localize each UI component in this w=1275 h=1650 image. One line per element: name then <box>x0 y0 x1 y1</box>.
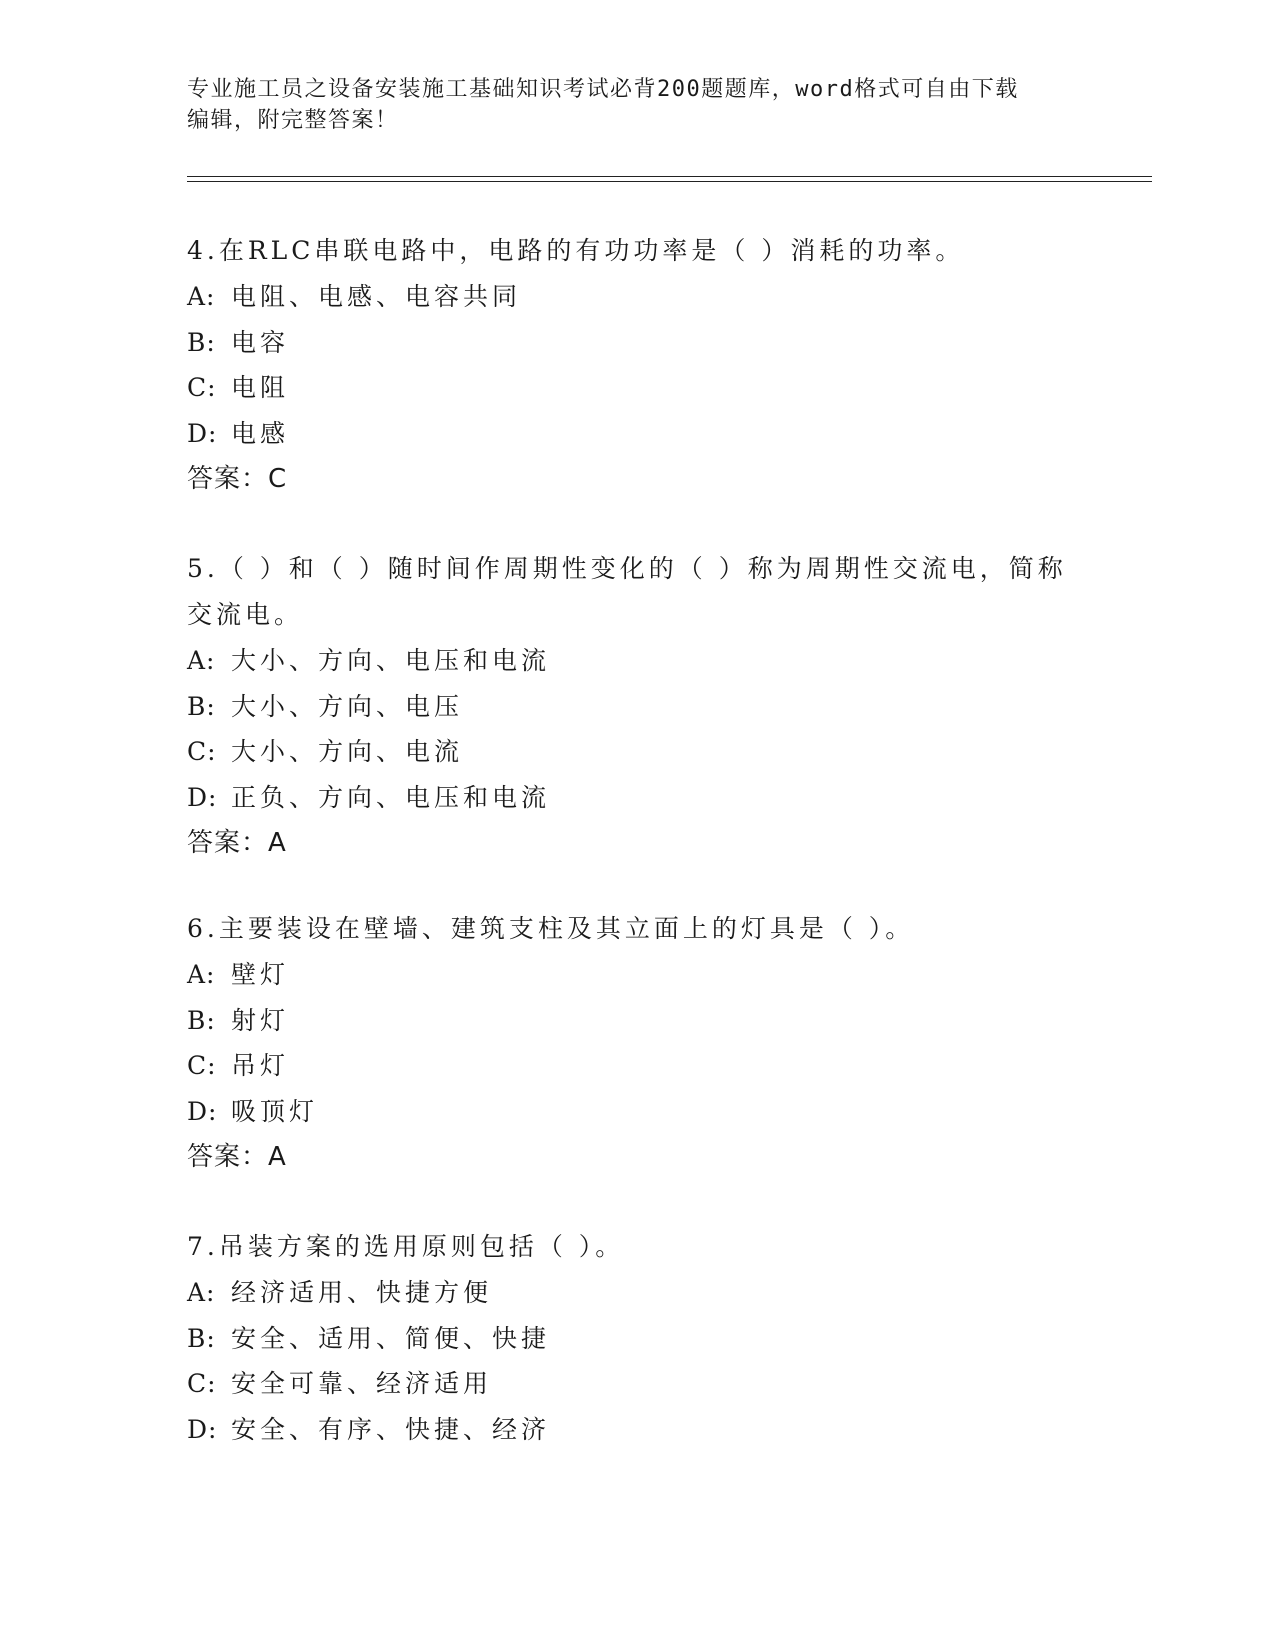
option-c <box>187 365 1087 411</box>
option-letter: A: <box>187 960 216 989</box>
option-letter: C: <box>187 1369 217 1398</box>
header-line-2: 编辑，附完整答案！ <box>187 108 399 133</box>
option-text: 电感 <box>231 418 290 448</box>
answer-line: 答案：A <box>187 1142 287 1172</box>
option-letter: C: <box>187 737 217 766</box>
option-d <box>187 411 1087 457</box>
option-text: 电阻 <box>231 373 290 402</box>
option-d <box>187 1089 1087 1135</box>
option-c <box>187 1043 1087 1089</box>
option-text: 经济适用、快捷方便 <box>231 1278 493 1307</box>
option-b <box>187 998 1087 1044</box>
question-7 <box>187 1224 1087 1452</box>
option-text: 吊灯 <box>231 1051 290 1080</box>
question-stem: 6.主要装设在壁墙、建筑支柱及其立面上的灯具是（ ）。 <box>187 914 915 943</box>
option-text: 射灯 <box>231 1005 290 1035</box>
option-a <box>187 1270 1087 1316</box>
header-divider-bottom <box>187 181 1152 182</box>
option-d <box>187 775 1087 821</box>
option-letter: A: <box>187 1278 216 1307</box>
answer-line: 答案：C <box>187 464 288 494</box>
option-letter: A: <box>187 646 216 675</box>
option-letter: C: <box>187 373 217 402</box>
option-a <box>187 952 1087 998</box>
option-letter: B: <box>187 1005 216 1035</box>
option-text: 电阻、电感、电容共同 <box>231 282 522 311</box>
option-c <box>187 1361 1087 1407</box>
option-letter: B: <box>187 327 216 357</box>
question-stem: 4.在RLC串联电路中，电路的有功功率是（ ）消耗的功率。 <box>187 236 965 265</box>
option-c <box>187 729 1087 775</box>
option-text: 正负、方向、电压和电流 <box>231 782 551 812</box>
option-b <box>187 1316 1087 1362</box>
question-5 <box>187 546 1087 866</box>
option-text: 壁灯 <box>231 960 290 989</box>
answer-line: 答案：A <box>187 828 287 858</box>
question-stem: 7.吊装方案的选用原则包括（ ）。 <box>187 1232 625 1261</box>
option-a <box>187 638 1087 684</box>
option-letter: D: <box>187 1414 218 1444</box>
header-divider-top <box>187 176 1152 177</box>
question-6 <box>187 906 1087 1180</box>
option-text: 大小、方向、电流 <box>231 737 464 766</box>
option-text: 吸顶灯 <box>231 1096 319 1126</box>
option-text: 安全、有序、快捷、经济 <box>231 1414 551 1444</box>
option-text: 电容 <box>231 327 290 357</box>
option-a <box>187 274 1087 320</box>
option-b <box>187 684 1087 730</box>
option-text: 安全、适用、简便、快捷 <box>231 1323 551 1353</box>
option-text: 大小、方向、电压 <box>231 691 464 721</box>
header-line-1: 专业施工员之设备安装施工基础知识考试必背200题题库，word格式可自由下载 <box>187 77 1019 102</box>
question-4 <box>187 228 1087 502</box>
option-letter: B: <box>187 1323 216 1353</box>
option-letter: D: <box>187 418 218 448</box>
option-letter: A: <box>187 282 216 311</box>
option-text: 安全可靠、经济适用 <box>231 1369 493 1398</box>
option-letter: B: <box>187 691 216 721</box>
option-d <box>187 1407 1087 1453</box>
document-header <box>187 74 1087 136</box>
option-text: 大小、方向、电压和电流 <box>231 646 551 675</box>
option-b <box>187 320 1087 366</box>
option-letter: D: <box>187 782 218 812</box>
option-letter: D: <box>187 1096 218 1126</box>
option-letter: C: <box>187 1051 217 1080</box>
question-stem: 5.（ ）和（ ）随时间作周期性变化的（ ）称为周期性交流电，简称交流电。 <box>187 554 1067 629</box>
